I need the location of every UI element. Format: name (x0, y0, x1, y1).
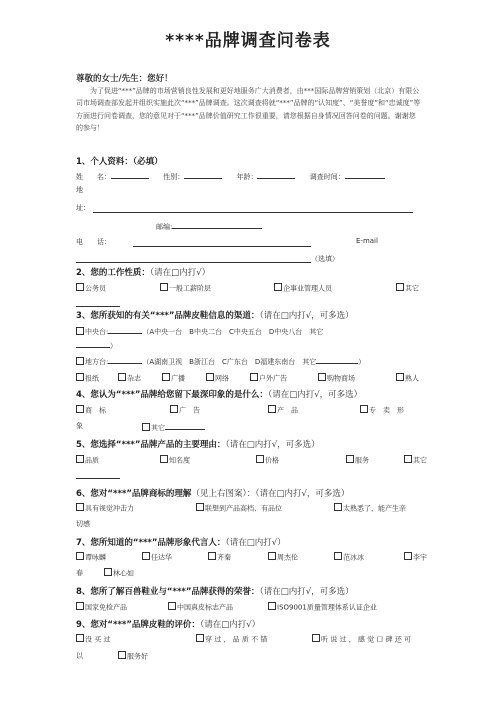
option-label: 联想到产品高档、有品位 (205, 504, 282, 513)
q7-option-4[interactable] (334, 552, 364, 563)
cctv-options: （A中央一台 B中央二台 C中央五台 D中央八台 其它 (142, 328, 324, 336)
checkbox[interactable] (76, 552, 84, 560)
q8-title (76, 585, 354, 597)
checkbox[interactable] (206, 373, 214, 381)
option-label: 听 说 过 ， 感 觉 口 碑 还 可 (321, 635, 412, 644)
survey-time-field[interactable] (345, 170, 385, 179)
option-label: 广播 (171, 374, 185, 383)
checkbox[interactable] (396, 373, 404, 381)
checkbox[interactable] (196, 634, 204, 642)
option-label: 穿 过 ， 品 质 不 错 (205, 635, 268, 644)
option-label: 杂志 (127, 374, 141, 383)
postcode-row (156, 220, 262, 232)
checkbox[interactable] (334, 503, 342, 511)
option-label: 国家免检产品 (85, 603, 127, 612)
option-label: 周杰伦 (277, 553, 298, 562)
cctv-other-field[interactable] (76, 339, 110, 348)
option-label: 品质 (85, 456, 99, 465)
option-label: 购物商场 (327, 374, 355, 383)
q9-option-1[interactable] (196, 634, 267, 645)
q3-title-text: 3、您所获知的有关“***”品牌皮鞋信息的渠道： (76, 311, 260, 321)
option-label: 公务员 (85, 284, 106, 293)
checkbox[interactable] (76, 455, 84, 463)
q2-hint: （请在□内打√） (149, 268, 211, 278)
option-label: 任达华 (151, 553, 172, 562)
q5-other-field[interactable] (76, 478, 120, 479)
checkbox[interactable] (396, 283, 404, 291)
cctv-label: 中央台: (85, 328, 109, 336)
checkbox[interactable] (208, 552, 216, 560)
checkbox[interactable] (250, 373, 258, 381)
local-options: （A湖南卫视 B浙江台 C广东台 D福建东南台 其它 (142, 358, 317, 366)
q7-option-6[interactable] (104, 568, 134, 579)
option-label: 齐秦 (217, 553, 231, 562)
option-label: 户外广告 (259, 374, 287, 383)
q2-other-field[interactable] (76, 306, 120, 307)
option-label: 商 标 (85, 406, 106, 415)
q9-title (76, 618, 260, 630)
cctv-close: ） (110, 342, 117, 350)
checkbox[interactable] (160, 283, 168, 291)
q2-title-text: 2、您的工作性质： (76, 268, 150, 278)
local-other-field[interactable] (316, 355, 358, 364)
checkbox[interactable] (318, 373, 326, 381)
q9-option-3[interactable] (118, 651, 148, 662)
option-label: 专 卖 形 (369, 406, 404, 415)
q8-option-0[interactable] (76, 602, 127, 613)
q5-hint: （请在□内打√，可多选） (225, 440, 320, 450)
address-field[interactable] (93, 212, 413, 213)
q5-title (76, 438, 320, 450)
option-label: 报纸 (85, 374, 99, 383)
name-field[interactable] (111, 170, 149, 179)
option-label: 谭咏麟 (85, 553, 106, 562)
q9-option-2[interactable] (312, 634, 411, 645)
checkbox[interactable] (76, 373, 84, 381)
q7-option-0[interactable] (76, 552, 106, 563)
checkbox[interactable] (170, 405, 178, 413)
q7-title-text: 7、您所知道的“***”品牌形象代言人： (76, 538, 226, 548)
q8-option-2[interactable] (268, 602, 377, 613)
option-label: 网络 (215, 374, 229, 383)
option-label: 范冰冰 (343, 553, 364, 562)
q4-other-field[interactable] (165, 421, 205, 430)
checkbox[interactable] (268, 552, 276, 560)
q4-option-other[interactable] (142, 421, 205, 433)
checkbox[interactable] (196, 503, 204, 511)
q5-option-1[interactable] (160, 455, 190, 466)
q2-title (76, 266, 210, 278)
checkbox[interactable] (76, 634, 84, 642)
email-field[interactable] (76, 262, 311, 263)
q5-option-3[interactable] (346, 455, 369, 466)
q4-title-text: 4、您认为“***”品牌给您留下最深印象的是什么： (76, 390, 268, 400)
checkbox[interactable] (76, 357, 84, 365)
q3-hint: （请在□内打√，可多选） (259, 311, 354, 321)
page-title: ****品牌调查问卷表 (165, 31, 331, 51)
option-label: ISO9001质量管理体系认证企业 (277, 603, 377, 612)
checkbox[interactable] (76, 503, 84, 511)
local-field[interactable] (108, 355, 142, 364)
gender-field[interactable] (184, 170, 222, 179)
option-label: 广 告 (179, 406, 200, 415)
q7-option-2[interactable] (208, 552, 231, 563)
q1-title: 1、个人资料：（必填） (76, 157, 163, 167)
q6-title-text: 6、您对“***”品牌商标的理解 (76, 489, 192, 499)
q3-media-4[interactable] (250, 373, 287, 384)
q4-option-0[interactable] (76, 405, 106, 416)
q3-media-5[interactable] (318, 373, 355, 384)
age-field[interactable] (257, 170, 295, 179)
checkbox[interactable] (76, 602, 84, 610)
option-label: 熟人 (405, 374, 419, 383)
name-label: 姓 名： (76, 173, 111, 181)
postcode-field[interactable] (172, 220, 262, 229)
option-label: 产 品 (277, 406, 298, 415)
q3-media-1[interactable] (118, 373, 141, 384)
q3-media-3[interactable] (206, 373, 229, 384)
checkbox[interactable] (268, 405, 276, 413)
q2-option-3[interactable] (396, 283, 419, 294)
checkbox[interactable] (142, 552, 150, 560)
local-close: ） (358, 358, 366, 366)
option-label: 具有视觉冲击力 (85, 504, 134, 513)
q7-option-5[interactable] (404, 552, 427, 563)
checkbox[interactable] (334, 552, 342, 560)
q8-option-1[interactable] (168, 602, 233, 613)
q4-option-1[interactable] (170, 405, 200, 416)
option-label: 没 买 过 (85, 635, 111, 644)
address-label-1: 地 (76, 186, 83, 194)
q6-hint: （见上右图案）：（请在□内打√，可多选） (191, 489, 350, 499)
greeting: 尊敬的女士/先生：您好！ (76, 74, 173, 84)
checkbox[interactable] (76, 405, 84, 413)
option-label: 知名度 (169, 456, 190, 465)
checkbox[interactable] (274, 283, 282, 291)
option-label: 一般工薪阶层 (169, 284, 211, 293)
local-label: 地方台: (85, 358, 109, 366)
option-label: 李宇 (413, 553, 427, 562)
q9-option-0[interactable] (76, 634, 110, 645)
option-label: 林心如 (113, 569, 134, 578)
option-label: 中国真皮标志产品 (177, 603, 233, 612)
checkbox[interactable] (168, 602, 176, 610)
q3-cctv-wrap (76, 339, 117, 351)
intro-paragraph: 为了促进“***”品牌的市场营销良性发展和更好地服务广大消费者，由***国际品牌营销策划（北京）有限公司市场调查部发起并组织实施此次“***”品牌调查。这次调查将就“***”品牌的“认知度”、“美誉度”和“忠诚度”等方面进行问卷调查，您的意见对于“***”品牌价值研究工作很重要，请您根据自身情况回答问卷的问题。谢谢您的参与！ (76, 87, 421, 133)
checkbox[interactable] (360, 405, 368, 413)
q7-wrap: 春 (76, 569, 83, 577)
option-label: 企事业管理人员 (283, 284, 332, 293)
q7-option-3[interactable] (268, 552, 298, 563)
q5-title-text: 5、您选择“***”品牌产品的主要理由： (76, 440, 226, 450)
q5-option-0[interactable] (76, 455, 99, 466)
q5-option-2[interactable] (256, 455, 279, 466)
checkbox[interactable] (346, 455, 354, 463)
q1-row-basic (76, 170, 385, 182)
q6-option-0[interactable] (76, 503, 134, 514)
q9-hint: （请在□内打√） (199, 620, 261, 630)
q2-option-2[interactable] (274, 283, 332, 294)
age-label: 年龄： (236, 173, 258, 181)
checkbox[interactable] (76, 283, 84, 291)
option-label: 其它 (405, 284, 419, 293)
checkbox[interactable] (256, 455, 264, 463)
q3-media-2[interactable] (162, 373, 185, 384)
optional-note: （选填） (311, 255, 339, 263)
q3-media-0[interactable] (76, 373, 99, 384)
checkbox[interactable] (160, 455, 168, 463)
checkbox[interactable] (76, 327, 84, 335)
checkbox[interactable] (104, 568, 112, 576)
option-label: 价格 (265, 456, 279, 465)
q7-title (76, 536, 286, 548)
email-label: E-mail (356, 237, 378, 245)
checkbox[interactable] (404, 455, 412, 463)
q3-title (76, 309, 354, 321)
q7-hint: （请在□内打√） (225, 538, 286, 548)
gender-label: 性别： (163, 173, 185, 181)
option-label: 其它 (413, 456, 427, 465)
checkbox[interactable] (162, 373, 170, 381)
q4-title (76, 388, 362, 400)
option-label: 服务好 (127, 652, 148, 661)
q4-option-2[interactable] (268, 405, 298, 416)
checkbox[interactable] (118, 651, 126, 659)
checkbox[interactable] (268, 602, 276, 610)
option-label: 服务 (355, 456, 369, 465)
q6-title (76, 487, 349, 499)
q2-option-0[interactable] (76, 283, 106, 294)
q4-wrap: 象 (76, 422, 83, 430)
phone-label: 电 话： (76, 238, 111, 246)
phone-field[interactable] (133, 246, 311, 247)
checkbox[interactable] (142, 423, 150, 431)
checkbox[interactable] (404, 552, 412, 560)
option-label: 太熟悉了，能产生亲 (343, 504, 406, 513)
q4-hint: （请在□内打√，可多选） (267, 390, 363, 400)
postcode-label: 邮编: (156, 223, 173, 231)
address-label-2: 址： (76, 204, 90, 212)
checkbox[interactable] (118, 373, 126, 381)
q5-option-4[interactable] (404, 455, 427, 466)
option-label: 其它 (151, 424, 165, 432)
q9-wrap: 以 (76, 652, 83, 660)
checkbox[interactable] (312, 634, 320, 642)
q7-option-1[interactable] (142, 552, 172, 563)
q3-media-6[interactable] (396, 373, 419, 384)
q4-option-3[interactable] (360, 405, 404, 416)
q3-cctv-row (76, 325, 323, 337)
q8-title-text: 8、您所了解百兽鞋业与“***”品牌获得的荣誉： (76, 587, 260, 597)
cctv-field[interactable] (108, 325, 142, 334)
q3-local-row (76, 355, 365, 367)
survey-time-label: 调查时间： (309, 173, 345, 181)
q8-hint: （请在□内打√，可多选） (259, 587, 354, 597)
q6-option-2[interactable] (334, 503, 406, 514)
q6-option-1[interactable] (196, 503, 282, 514)
q2-option-1[interactable] (160, 283, 211, 294)
q9-title-text: 9、您对“***”品牌皮鞋的评价： (76, 620, 200, 630)
q6-wrap: 切感 (76, 520, 90, 528)
